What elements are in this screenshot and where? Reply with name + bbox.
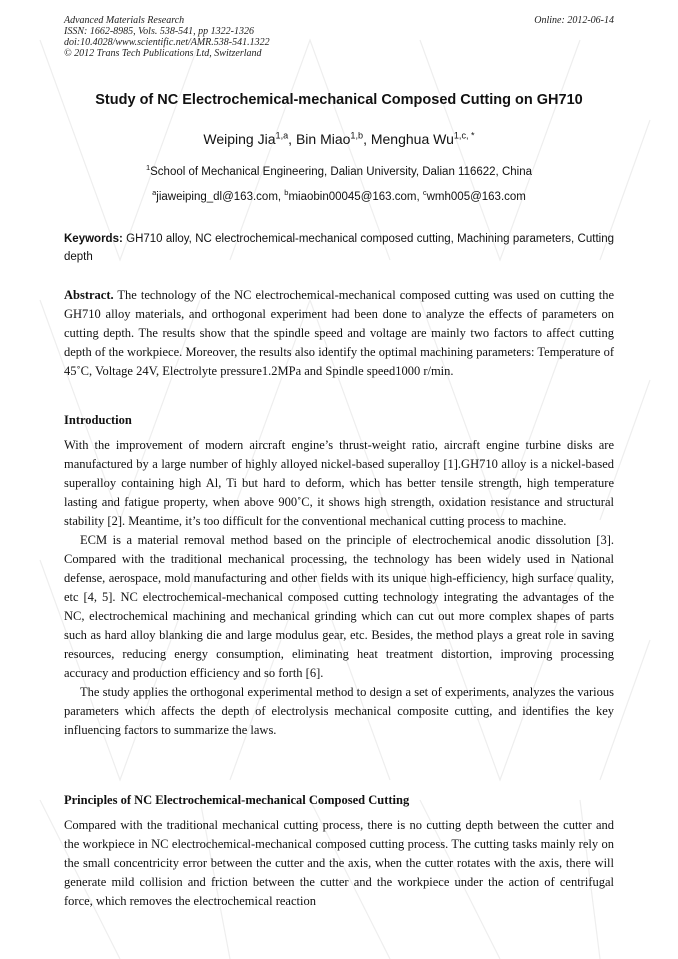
email-list <box>30 188 648 203</box>
email-address[interactable]: wmh005@163.com <box>426 191 526 203</box>
author-separator: , <box>288 131 296 147</box>
introduction-section <box>64 436 614 740</box>
email-separator: , <box>416 191 423 203</box>
abstract <box>64 286 614 381</box>
email-address[interactable]: miaobin00045@163.com <box>288 191 417 203</box>
email-marker: c <box>422 188 427 198</box>
email-marker: a <box>152 188 157 198</box>
affiliation <box>30 163 648 178</box>
author-affiliation-marker: 1,c, * <box>453 130 475 141</box>
journal-header <box>64 15 614 59</box>
author-separator: , <box>363 131 371 147</box>
principles-section <box>64 816 614 911</box>
affiliation-marker: 1 <box>145 163 151 173</box>
author-list <box>30 131 648 147</box>
paragraph: The study applies the orthogonal experimental method to design a set of experiments, analyzes the various parameters which affects the depth of electrolysis mechanical composite cutting, and identifies the key influencing factors to summarize the laws. <box>64 685 614 737</box>
doi-line[interactable]: doi:10.4028/www.scientific.net/AMR.538-541.1322 <box>64 37 270 48</box>
email-marker: b <box>284 188 289 198</box>
abstract-label: Abstract. <box>64 288 114 302</box>
author-affiliation-marker: 1,b <box>350 130 364 141</box>
issn-line: ISSN: 1662-8985, Vols. 538-541, pp 1322-1326 <box>64 26 254 37</box>
section-heading-introduction: Introduction <box>64 413 132 427</box>
paragraph: ECM is a material removal method based on the principle of electrochemical anodic dissolution [3]. Compared with the traditional mechanical processing, the technology has been widely used in National defense, aerospace, mold manufacturing and other fields with its unique high-efficiency, high surface quality, etc [4, 5]. NC electrochemical-mechanical composed cutting technology integrating the advantages of the NC, electrochemical machining and mechanical grinding which can cut out more complex shapes of parts such as hard alloy blanking die and large modulus gear, etc. Besides, the method plays a great role in saving resources, reducing energy consumption, eliminating heat treatment distortion, improving processing accuracy and production efficiency and so forth [6]. <box>64 533 614 680</box>
author-name: Weiping Jia <box>203 131 276 147</box>
journal-name: Advanced Materials Research <box>64 15 185 26</box>
keywords <box>64 230 614 266</box>
keywords-label: Keywords: <box>64 233 123 245</box>
author-name: Menghua Wu <box>370 131 454 147</box>
author-name: Bin Miao <box>295 131 351 147</box>
paper-title: Study of NC Electrochemical-mechanical Composed Cutting on GH710 <box>95 92 583 108</box>
online-date: Online: 2012-06-14 <box>534 15 614 26</box>
paragraph: With the improvement of modern aircraft engine’s thrust-weight ratio, aircraft engine turbine disks are manufactured by a large number of highly alloyed nickel-based superalloy [1].GH710 alloy is a nickel-based superalloy containing high Al, Ti but hard to deform, which has better tensile strength, high temperature lasting and fatigue property, when above 900˚C, it shows high strength, oxidation resistance and structural stability [2]. Meantime, it’s too difficult for the conventional mechanical cutting process to machine. <box>64 438 614 528</box>
affiliation-text: School of Mechanical Engineering, Dalian University, Dalian 116622, China <box>150 166 532 178</box>
abstract-text: The technology of the NC electrochemical-mechanical composed cutting was used on cutting the GH710 alloy materials, and orthogonal experiment had been done to analyze the effects of parameters on cutting depth. The results show that the spindle speed and voltage are mainly two factors to affect cutting depth of the workpiece. Moreover, the results also identify the optimal machining parameters: Temperature of 45˚C, Voltage 24V, Electrolyte pressure1.2MPa and Spindle speed1000 r/min. <box>64 288 614 378</box>
email-separator: , <box>277 191 285 203</box>
section-heading-principles: Principles of NC Electrochemical-mechanical Composed Cutting <box>64 793 410 807</box>
email-address[interactable]: jiaweiping_dl@163.com <box>156 191 278 203</box>
keywords-text: GH710 alloy, NC electrochemical-mechanical composed cutting, Machining parameters, Cutting depth <box>64 233 614 263</box>
paragraph: Compared with the traditional mechanical cutting process, there is no cutting depth between the cutter and the workpiece in NC electrochemical-mechanical composed cutting process. The cutting tasks mainly rely on the small concentricity error between the cutter and the axis, when the cutter rotates with the axis, there will generate mild collision and friction between the cutter and the workpiece under the action of centrifugal force, which removes the electrochemical reaction <box>64 818 614 908</box>
author-affiliation-marker: 1,a <box>275 130 289 141</box>
copyright-line: © 2012 Trans Tech Publications Ltd, Switzerland <box>64 48 262 59</box>
